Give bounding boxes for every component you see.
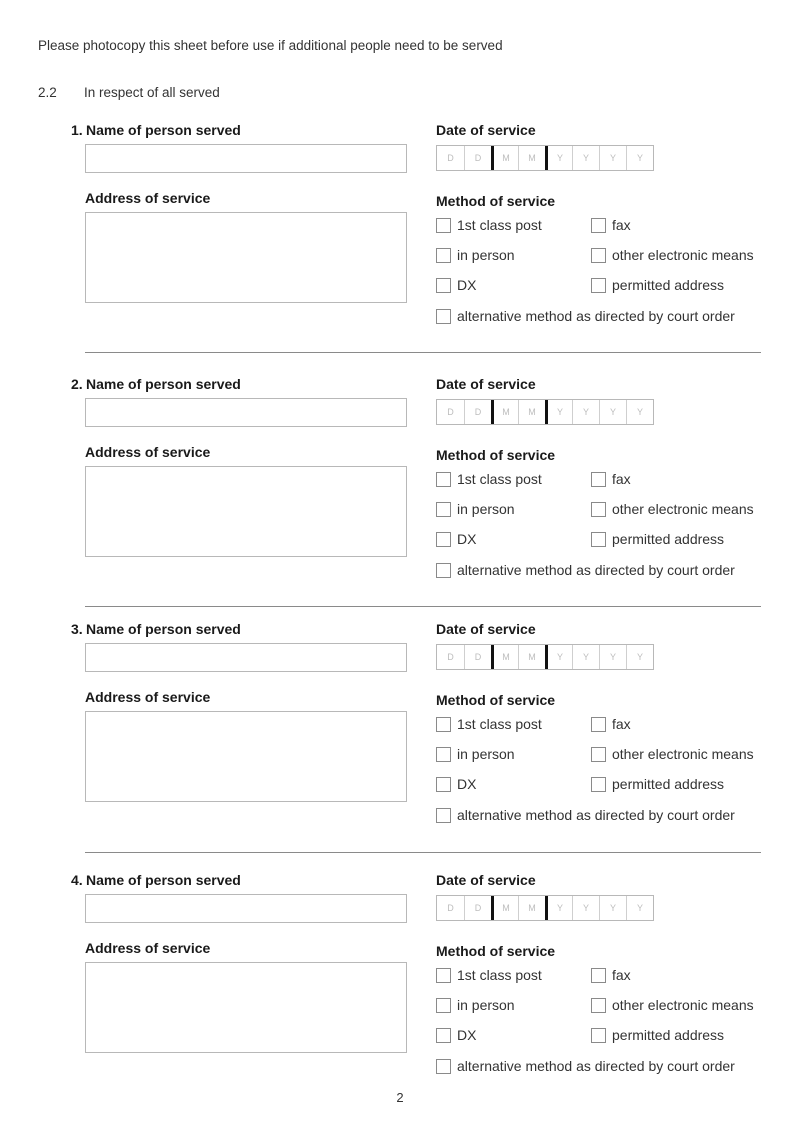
- block-divider: [85, 352, 761, 353]
- date-digit-cell[interactable]: D: [464, 896, 491, 920]
- method-label: Method of service: [436, 943, 556, 959]
- method-label: Method of service: [436, 692, 556, 708]
- date-digit-cell[interactable]: D: [447, 903, 454, 913]
- block-number: 1.: [71, 122, 83, 138]
- option-label: other electronic means: [612, 746, 754, 762]
- option-label: permitted address: [612, 776, 725, 792]
- checkbox[interactable]: [591, 278, 606, 293]
- block-number: 3.: [71, 621, 83, 637]
- option-other-electronic-means[interactable]: [591, 247, 754, 263]
- address-input[interactable]: [85, 711, 407, 802]
- checkbox[interactable]: [591, 218, 606, 233]
- option-label: in person: [457, 997, 515, 1013]
- checkbox[interactable]: [436, 563, 451, 578]
- checkbox[interactable]: [436, 502, 451, 517]
- checkbox[interactable]: [436, 532, 451, 547]
- option-alternative-method[interactable]: [436, 807, 735, 823]
- option-label: DX: [457, 776, 477, 792]
- date-digit-cell[interactable]: Y: [599, 896, 626, 920]
- option-alternative-method[interactable]: [436, 1058, 735, 1074]
- checkbox[interactable]: [591, 717, 606, 732]
- name-input[interactable]: [85, 398, 407, 427]
- option-label: DX: [457, 531, 477, 547]
- option-first-class-post[interactable]: [436, 217, 542, 233]
- option-first-class-post[interactable]: [436, 471, 542, 487]
- checkbox[interactable]: [436, 278, 451, 293]
- page-number: 2: [396, 1090, 404, 1105]
- option-label: fax: [612, 217, 631, 233]
- date-digit-cell[interactable]: Y: [626, 400, 653, 424]
- option-other-electronic-means[interactable]: [591, 501, 754, 517]
- checkbox[interactable]: [591, 248, 606, 263]
- date-digit-cell[interactable]: M: [518, 146, 545, 170]
- option-label: in person: [457, 247, 515, 263]
- checkbox[interactable]: [436, 998, 451, 1013]
- option-first-class-post[interactable]: [436, 716, 542, 732]
- date-digit-cell[interactable]: Y: [599, 400, 626, 424]
- address-input[interactable]: [85, 212, 407, 303]
- served-person-block: [0, 872, 800, 1112]
- date-digit-cell[interactable]: Y: [545, 146, 572, 170]
- date-digit-cell[interactable]: Y: [626, 896, 653, 920]
- option-first-class-post[interactable]: [436, 967, 542, 983]
- option-label: 1st class post: [457, 471, 542, 487]
- option-fax[interactable]: [591, 967, 631, 983]
- option-label: alternative method as directed by court order: [457, 308, 735, 324]
- option-other-electronic-means[interactable]: [591, 997, 754, 1013]
- option-alternative-method[interactable]: [436, 562, 735, 578]
- option-label: fax: [612, 967, 631, 983]
- date-of-service-field[interactable]: [436, 145, 654, 171]
- served-person-block: [0, 621, 800, 861]
- option-dx[interactable]: [436, 1027, 476, 1043]
- date-digit-cell[interactable]: Y: [572, 400, 599, 424]
- date-label: Date of service: [436, 621, 536, 637]
- option-label: permitted address: [612, 277, 725, 293]
- option-label: 1st class post: [457, 967, 542, 983]
- option-label: fax: [612, 471, 631, 487]
- date-digit-cell[interactable]: Y: [626, 645, 653, 669]
- checkbox[interactable]: [436, 309, 451, 324]
- date-digit-cell[interactable]: D: [447, 652, 454, 662]
- checkbox[interactable]: [591, 1028, 606, 1043]
- checkbox[interactable]: [436, 218, 451, 233]
- address-label: Address of service: [85, 444, 211, 460]
- checkbox[interactable]: [591, 502, 606, 517]
- option-dx[interactable]: [436, 776, 476, 792]
- photocopy-instruction: Please photocopy this sheet before use if additional people need to be served: [38, 38, 503, 53]
- option-label: 1st class post: [457, 217, 542, 233]
- address-label: Address of service: [85, 190, 211, 206]
- address-input[interactable]: [85, 962, 407, 1053]
- name-label: Name of person served: [86, 122, 241, 138]
- option-label: other electronic means: [612, 997, 754, 1013]
- option-label: in person: [457, 746, 515, 762]
- name-input[interactable]: [85, 894, 407, 923]
- date-digit-cell[interactable]: Y: [626, 146, 653, 170]
- option-in-person[interactable]: [436, 746, 515, 762]
- checkbox[interactable]: [436, 472, 451, 487]
- date-digit-cell[interactable]: Y: [599, 146, 626, 170]
- method-label: Method of service: [436, 193, 556, 209]
- date-digit-cell[interactable]: Y: [572, 896, 599, 920]
- date-digit-cell[interactable]: Y: [572, 645, 599, 669]
- date-of-service-field[interactable]: [436, 399, 654, 425]
- date-label: Date of service: [436, 872, 536, 888]
- option-label: DX: [457, 1027, 477, 1043]
- date-label: Date of service: [436, 122, 536, 138]
- block-divider: [85, 606, 761, 607]
- name-label: Name of person served: [86, 872, 241, 888]
- option-fax[interactable]: [591, 716, 631, 732]
- name-input[interactable]: [85, 144, 407, 173]
- section-number: 2.2: [38, 85, 57, 100]
- date-digit-cell[interactable]: D: [447, 407, 454, 417]
- date-of-service-field[interactable]: [436, 895, 654, 921]
- date-digit-cell[interactable]: D: [464, 400, 491, 424]
- date-digit-cell[interactable]: M: [491, 645, 518, 669]
- block-number: 2.: [71, 376, 83, 392]
- block-divider: [85, 852, 761, 853]
- date-digit-cell[interactable]: M: [518, 400, 545, 424]
- date-digit-cell[interactable]: D: [447, 153, 454, 163]
- option-label: permitted address: [612, 1027, 725, 1043]
- address-input[interactable]: [85, 466, 407, 557]
- date-digit-cell[interactable]: M: [518, 645, 545, 669]
- option-permitted-address[interactable]: [591, 776, 724, 792]
- option-label: alternative method as directed by court order: [457, 807, 735, 823]
- date-digit-cell[interactable]: D: [464, 645, 491, 669]
- option-label: alternative method as directed by court order: [457, 562, 735, 578]
- method-label: Method of service: [436, 447, 556, 463]
- date-digit-cell[interactable]: Y: [599, 645, 626, 669]
- date-digit-cell[interactable]: Y: [572, 146, 599, 170]
- checkbox[interactable]: [436, 1059, 451, 1074]
- option-label: other electronic means: [612, 501, 754, 517]
- checkbox[interactable]: [436, 248, 451, 263]
- option-dx[interactable]: [436, 531, 476, 547]
- date-digit-cell[interactable]: M: [491, 146, 518, 170]
- option-label: 1st class post: [457, 716, 542, 732]
- address-label: Address of service: [85, 940, 211, 956]
- checkbox[interactable]: [591, 532, 606, 547]
- option-label: DX: [457, 277, 477, 293]
- date-of-service-field[interactable]: [436, 644, 654, 670]
- name-input[interactable]: [85, 643, 407, 672]
- name-label: Name of person served: [86, 621, 241, 637]
- option-permitted-address[interactable]: [591, 531, 724, 547]
- served-person-block: [0, 122, 800, 362]
- date-label: Date of service: [436, 376, 536, 392]
- section-title: In respect of all served: [84, 85, 220, 100]
- option-in-person[interactable]: [436, 247, 515, 263]
- option-label: fax: [612, 716, 631, 732]
- option-permitted-address[interactable]: [591, 1027, 724, 1043]
- date-digit-cell[interactable]: M: [491, 896, 518, 920]
- date-digit-cell[interactable]: Y: [545, 645, 572, 669]
- checkbox[interactable]: [591, 472, 606, 487]
- checkbox[interactable]: [591, 747, 606, 762]
- option-in-person[interactable]: [436, 997, 515, 1013]
- date-digit-cell[interactable]: M: [518, 896, 545, 920]
- checkbox[interactable]: [436, 968, 451, 983]
- option-fax[interactable]: [591, 217, 631, 233]
- checkbox[interactable]: [436, 717, 451, 732]
- option-fax[interactable]: [591, 471, 631, 487]
- date-digit-cell[interactable]: Y: [545, 400, 572, 424]
- option-label: permitted address: [612, 531, 725, 547]
- option-permitted-address[interactable]: [591, 277, 724, 293]
- option-label: other electronic means: [612, 247, 754, 263]
- date-digit-cell[interactable]: Y: [545, 896, 572, 920]
- checkbox[interactable]: [436, 1028, 451, 1043]
- name-label: Name of person served: [86, 376, 241, 392]
- checkbox[interactable]: [591, 777, 606, 792]
- option-label: in person: [457, 501, 515, 517]
- date-digit-cell[interactable]: M: [491, 400, 518, 424]
- option-in-person[interactable]: [436, 501, 515, 517]
- checkbox[interactable]: [591, 968, 606, 983]
- checkbox[interactable]: [436, 777, 451, 792]
- checkbox[interactable]: [591, 998, 606, 1013]
- block-number: 4.: [71, 872, 83, 888]
- checkbox[interactable]: [436, 747, 451, 762]
- option-dx[interactable]: [436, 277, 476, 293]
- option-alternative-method[interactable]: [436, 308, 735, 324]
- option-label: alternative method as directed by court order: [457, 1058, 735, 1074]
- served-person-block: [0, 376, 800, 616]
- checkbox[interactable]: [436, 808, 451, 823]
- address-label: Address of service: [85, 689, 211, 705]
- date-digit-cell[interactable]: D: [464, 146, 491, 170]
- option-other-electronic-means[interactable]: [591, 746, 754, 762]
